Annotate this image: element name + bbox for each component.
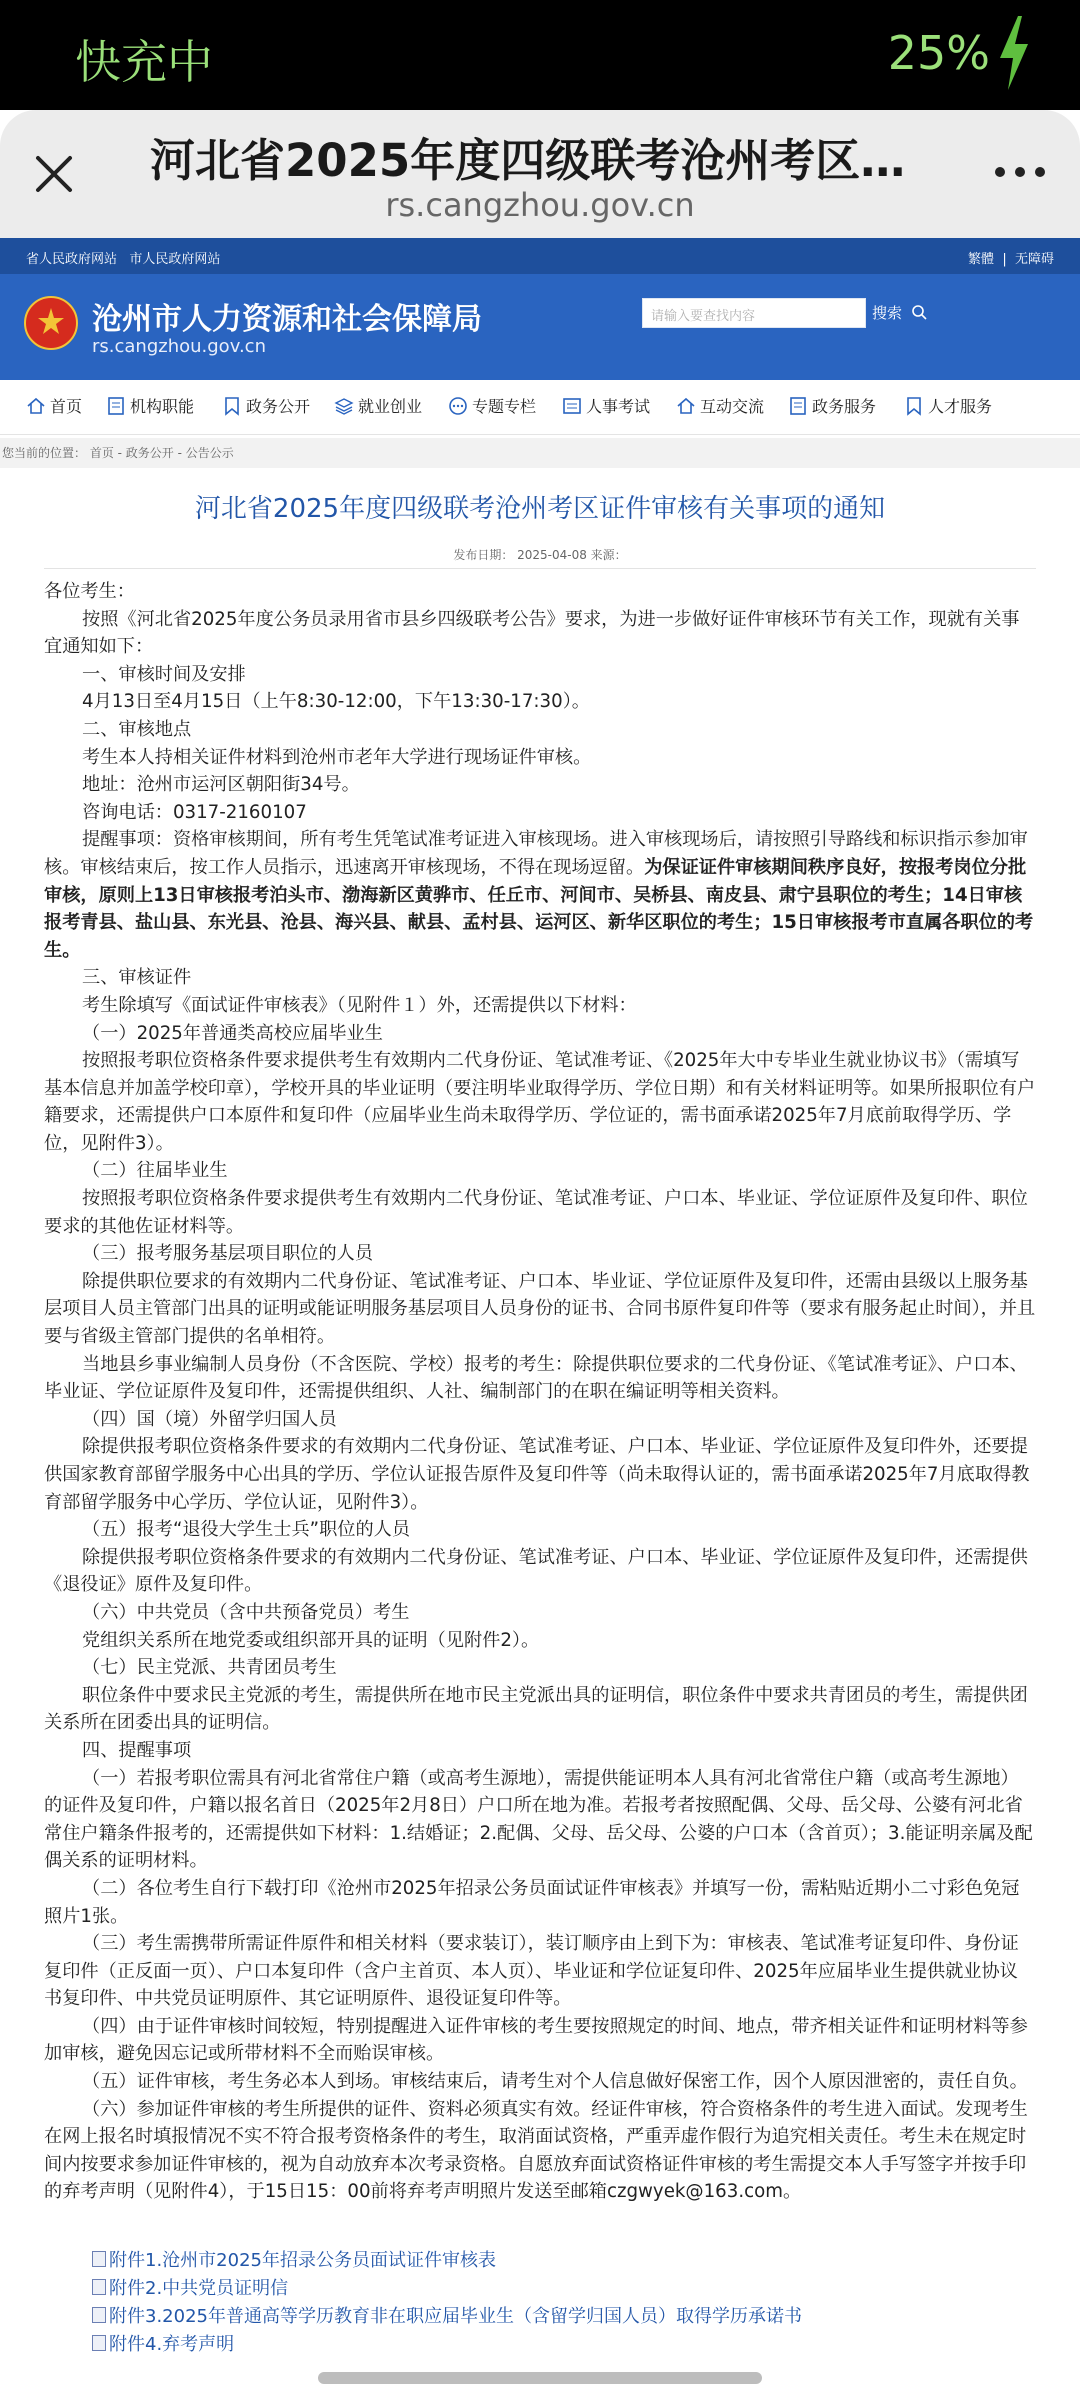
paragraph: （四）由于证件审核时间较短，特别提醒进入证件审核的考生要按照规定的时间、地点，带齐相关证件和证明材料等参加审核，避免因忘记或所带材料不全而贻误审核。 (44, 2015, 1028, 2065)
nav-label: 专题专栏 (472, 397, 537, 416)
nav-home[interactable] (26, 394, 82, 417)
separator: | (1002, 252, 1007, 267)
article-body (44, 578, 1036, 2206)
charging-bolt-icon (996, 14, 1032, 92)
nav-interaction[interactable] (676, 394, 764, 417)
nav-label: 互动交流 (700, 397, 765, 416)
link-accessibility[interactable]: 无障碍 (1014, 252, 1054, 267)
breadcrumb-text[interactable]: 您当前的位置： 首页 - 政务公开 - 公告公示 (2, 446, 234, 460)
nav-employment[interactable] (334, 394, 422, 417)
paragraph: （六）参加证件审核的考生所提供的证件、资料必须真实有效。经证件审核，符合资格条件的考生进入面试。发现考生在网上报名时填报情况不实不符合报考资格条件的考生，取消面试资格，严重弄虚作假行为追究相关责任。考生未在规定时间内按要求参加证件审核的，视为自动放弃本次考录资格。自愿放弃面试资格证件审核的考生需提交本人手写签字并按手印的弃考声明（见附件4），于15日15：00前将弃考声明照片发送至邮箱czgwyek@163.com。 (44, 2098, 1028, 2203)
paragraph: 按照报考职位资格条件要求提供考生有效期内二代身份证、笔试准考证、《2025年大中专毕业生就业协议书》（需填写基本信息并加盖学校印章），学校开具的毕业证明（要注明毕业取得学历、学位日期）和有关材料证明等。如果所报职位有户籍要求，还需提供户口本原件和复印件（应届毕业生尚未取得学历、学位证的，需书面承诺2025年7月底前取得学历、学位，见附件3）。 (44, 1050, 1036, 1154)
chat-bubble-icon (448, 396, 468, 416)
paragraph (44, 826, 1036, 964)
article-title: 河北省2025年度四级联考沧州考区证件审核有关事项的通知 (194, 494, 886, 524)
attachment-label: 附件4.弃考声明 (109, 2334, 235, 2355)
attachment-label: 附件2.中共党员证明信 (109, 2278, 289, 2299)
page-title: 河北省2025年度四级联考沧州考区… (150, 134, 906, 187)
nav-special-topics[interactable] (448, 394, 536, 417)
national-emblem-icon (24, 296, 78, 350)
org-url: rs.cangzhou.gov.cn (92, 336, 266, 357)
nav-personnel-exams[interactable] (562, 394, 650, 417)
nav-label: 机构职能 (130, 397, 195, 416)
browser-toolbar (0, 110, 1080, 238)
sub-heading: （三）报考服务基层项目职位的人员 (82, 1243, 374, 1265)
charging-status: 快充中 (75, 35, 213, 89)
paragraph: （五）证件审核，考生务必本人到场。审核结束后，请考生对个人信息做好保密工作，因个人原因泄密的，责任自负。 (82, 2071, 1028, 2093)
sub-heading: （四）国（境）外留学归国人员 (82, 1408, 337, 1430)
sub-heading: （二）往届毕业生 (82, 1160, 228, 1182)
search-button-label: 搜索 (872, 304, 903, 322)
section-heading: 三、审核证件 (82, 967, 192, 989)
paragraph: 各位考生： (44, 581, 135, 602)
paragraph: 地址：沧州市运河区朝阳街34号。 (82, 774, 360, 796)
paragraph: 职位条件中要求民主党派的考生，需提供所在地市民主党派出具的证明信，职位条件中要求共青团员的考生，需提供团关系所在团委出具的证明信。 (44, 1684, 1028, 1734)
nav-label: 人才服务 (928, 397, 993, 416)
search-input[interactable]: 请输入要查找内容 (642, 298, 866, 328)
more-menu-icon[interactable] (990, 162, 1050, 182)
link-city-gov[interactable]: 市人民政府网站 (129, 252, 221, 267)
section-heading: 二、审核地点 (82, 718, 192, 740)
nav-talent-services[interactable] (904, 394, 992, 417)
link-traditional[interactable]: 繁體 (968, 252, 995, 267)
nav-public-affairs[interactable] (222, 394, 310, 417)
paragraph: 除提供报考职位资格条件要求的有效期内二代身份证、笔试准考证、户口本、毕业证、学位证原件及复印件，还需提供《退役证》原件及复印件。 (44, 1546, 1028, 1596)
attachment-file-icon (92, 2307, 106, 2323)
reminder-bold-text: 为保证证件审核期间秩序良好，按报考岗位分批审核，原则上13日审核报考泊头市、渤海新区黄骅市、任丘市、河间市、吴桥县、南皮县、肃宁县职位的考生；14日审核报考青县、盐山县、东光县、沧县、海兴县、献县、孟村县、运河区、新华区职位的考生；15日审核报考市直属各职位的考生。 (44, 856, 1034, 961)
house-icon (676, 396, 696, 416)
document-icon (788, 396, 808, 416)
status-bar (0, 0, 1080, 110)
site-header (0, 274, 1080, 380)
paragraph: 考生除填写《面试证件审核表》（见附件１）外，还需提供以下材料： (82, 994, 637, 1016)
attachment-link-2[interactable] (92, 2274, 288, 2300)
attachment-file-icon (92, 2335, 106, 2351)
home-icon (26, 396, 46, 416)
nav-gov-services[interactable] (788, 394, 876, 417)
attachment-label: 附件1.沧州市2025年招录公务员面试证件审核表 (109, 2250, 496, 2271)
list-icon (562, 396, 582, 416)
attachment-file-icon (92, 2251, 106, 2267)
sub-heading: （七）民主党派、共青团员考生 (82, 1657, 337, 1679)
sub-heading: （六）中共党员（含中共预备党员）考生 (82, 1601, 410, 1623)
document-icon (106, 396, 126, 416)
paragraph: 除提供职位要求的有效期内二代身份证、笔试准考证、户口本、毕业证、学位证原件及复印件，还需由县级以上服务基层项目人员主管部门出具的证明或能证明服务基层项目人员身份的证书、合同书原件复印件等（要求有服务起止时间），并且要与省级主管部门提供的名单相符。 (44, 1270, 1036, 1348)
nav-label: 就业创业 (358, 397, 423, 416)
attachment-link-3[interactable] (92, 2302, 802, 2328)
sub-heading: （五）报考“退役大学生士兵”职位的人员 (82, 1519, 411, 1541)
bookmark-icon (222, 396, 242, 416)
site-top-strip (0, 238, 1080, 274)
paragraph: 考生本人持相关证件材料到沧州市老年大学进行现场证件审核。 (82, 746, 592, 768)
paragraph: 党组织关系所在地党委或组织部开具的证明（见附件2）。 (82, 1629, 540, 1651)
nav-functions[interactable] (106, 394, 194, 417)
paragraph: 按照《河北省2025年度公务员录用省市县乡四级联考公告》要求，为进一步做好证件审核环节有关工作，现就有关事宜通知如下： (44, 608, 1020, 658)
nav-label: 政务公开 (246, 397, 311, 416)
paragraph: （一）若报考职位需具有河北省常住户籍（或高考生源地），需提供能证明本人具有河北省常住户籍（或高考生源地）的证件及复印件，户籍以报名首日（2025年2月8日）户口所在地为准。若报考者按照配偶、父母、岳父母、公婆有河北省常住户籍条件报考的，还需提供如下材料：1.结婚证；2.配偶、父母、岳父母、公婆的户口本（含首页）；3.能证明亲属及配偶关系的证明材料。 (44, 1767, 1033, 1872)
attachment-link-1[interactable] (92, 2246, 496, 2272)
article-meta: 发布日期： 2025-04-08 来源： (453, 548, 627, 562)
layers-icon (334, 396, 354, 416)
nav-label: 首页 (50, 397, 83, 416)
org-name[interactable]: 沧州市人力资源和社会保障局 (92, 302, 482, 337)
section-heading: 一、审核时间及安排 (82, 663, 246, 685)
battery-level: 25% (887, 26, 990, 80)
paragraph: 咨询电话：0317-2160107 (82, 801, 307, 823)
attachment-file-icon (92, 2279, 106, 2295)
reminder-text: 提醒事项：资格审核期间，所有考生凭笔试准考证进入审核现场。进入审核现场后，请按照引导路线和标识指示参加审核。审核结束后，按工作人员指示，迅速离开审核现场，不得在现场逗留。 (44, 829, 1028, 878)
paragraph: 按照报考职位资格条件要求提供考生有效期内二代身份证、笔试准考证、户口本、毕业证、学位证原件及复印件、职位要求的其他佐证材料等。 (44, 1188, 1028, 1237)
attachment-link-4[interactable] (92, 2330, 234, 2356)
attachment-label: 附件3.2025年普通高等学历教育非在职应届毕业生（含留学归国人员）取得学历承诺书 (109, 2306, 802, 2327)
paragraph: 除提供报考职位资格条件要求的有效期内二代身份证、笔试准考证、户口本、毕业证、学位证原件及复印件外，还要提供国家教育部留学服务中心出具的学历、学位认证报告原件及复印件等（尚未取得认证的，需书面承诺2025年7月底取得教育部留学服务中心学历、学位认证，见附件3）。 (44, 1436, 1030, 1513)
paragraph: 当地县乡事业编制人员身份（不含医院、学校）报考的考生：除提供职位要求的二代身份证、《笔试准考证》、户口本、毕业证、学位证原件及复印件，还需提供组织、人社、编制部门的在职在编证明等相关资料。 (44, 1353, 1028, 1403)
gesture-home-bar[interactable] (318, 2372, 762, 2384)
paragraph: （三）考生需携带所需证件原件和相关材料（要求装订），装订顺序由上到下为：审核表、笔试准考证复印件、身份证复印件（正反面一页）、户口本复印件（含户主首页、本人页）、毕业证和学位证复印件、2025年应届毕业生提供就业协议书复印件、中共党员证明原件、其它证明原件、退役证复印件等。 (44, 1933, 1019, 2010)
sub-heading: （一）2025年普通类高校应届毕业生 (82, 1022, 383, 1044)
search-button[interactable] (872, 298, 940, 328)
nav-label: 人事考试 (586, 397, 651, 416)
section-heading: 四、提醒事项 (82, 1739, 192, 1761)
paragraph: （二）各位考生自行下载打印《沧州市2025年招录公务员面试证件审核表》并填写一份，需粘贴近期小二寸彩色免冠照片1张。 (44, 1877, 1020, 1927)
bookmark-icon (904, 396, 924, 416)
main-nav (0, 380, 1080, 435)
nav-label: 政务服务 (812, 397, 877, 416)
divider (44, 568, 1036, 569)
search-icon (911, 304, 927, 320)
breadcrumb (0, 438, 1080, 468)
paragraph: 4月13日至4月15日（上午8:30-12:00，下午13:30-17:30）。 (82, 691, 590, 713)
link-provincial-gov[interactable]: 省人民政府网站 (26, 252, 118, 267)
page-url: rs.cangzhou.gov.cn (385, 186, 695, 224)
